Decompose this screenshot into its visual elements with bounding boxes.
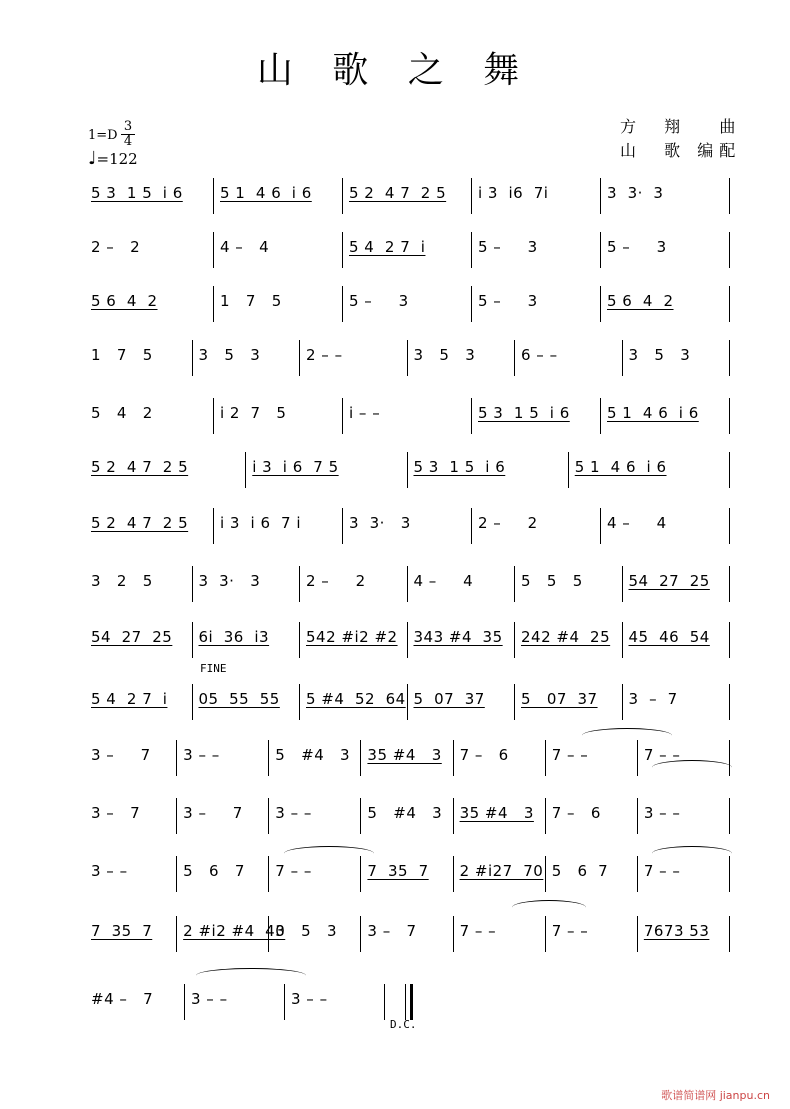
barline xyxy=(729,798,730,834)
measure-notes: 2 – – xyxy=(306,346,343,364)
measure-notes: 3 5 3 xyxy=(413,346,476,364)
measure-notes: 2 – 2 xyxy=(306,572,366,590)
measure-notes: 2 – 2 xyxy=(91,238,141,256)
measure-notes: 5 #4 3 xyxy=(367,804,443,822)
measure xyxy=(269,856,361,892)
measure xyxy=(601,398,730,434)
measure xyxy=(85,984,185,1020)
measure-notes: 3 5 3 xyxy=(198,346,261,364)
measure xyxy=(361,916,453,952)
score-row xyxy=(85,508,730,544)
measure xyxy=(515,566,623,602)
measure xyxy=(408,622,516,658)
score-row xyxy=(85,232,730,268)
barline xyxy=(729,398,730,434)
measure xyxy=(472,508,601,544)
measure-notes: 4 – 4 xyxy=(413,572,474,590)
measure-notes: i – – xyxy=(349,404,381,422)
measure xyxy=(569,452,730,488)
measure xyxy=(85,566,193,602)
measure xyxy=(300,340,408,376)
measure-notes: 3 – – xyxy=(191,990,228,1008)
measure-notes: 5 6 4 2 xyxy=(607,292,674,310)
measure-notes: 5 4 2 7 i xyxy=(349,238,426,256)
measure-notes: 05 55 55 xyxy=(198,690,280,708)
barline xyxy=(729,232,730,268)
measure-notes: 3 – – xyxy=(91,862,128,880)
measure xyxy=(472,286,601,322)
measure xyxy=(269,916,361,952)
score-row xyxy=(85,452,730,488)
barline xyxy=(729,452,730,488)
measure xyxy=(623,340,731,376)
quarter-note-icon: ♩ xyxy=(88,148,97,169)
score-row xyxy=(85,622,730,658)
measure xyxy=(408,340,516,376)
measure-notes: 35 #4 3 xyxy=(459,804,534,822)
measure xyxy=(269,740,361,776)
measure-notes: #4 – 7 xyxy=(91,990,154,1008)
measure-notes: 3 3· 3 xyxy=(607,184,664,202)
measure xyxy=(300,566,408,602)
measure xyxy=(85,740,177,776)
measure xyxy=(214,232,343,268)
key-signature: 1=D xyxy=(88,128,118,143)
measure-notes: 5 4 2 7 i xyxy=(91,690,168,708)
score-row xyxy=(85,856,730,892)
measure xyxy=(601,232,730,268)
barline xyxy=(384,984,385,1020)
measure xyxy=(623,622,731,658)
dc-marking: D.C. xyxy=(390,1018,417,1031)
measure-notes: 2 #i27 70 xyxy=(459,862,544,880)
measure xyxy=(285,984,385,1020)
time-signature-bottom: 4 xyxy=(123,134,133,149)
measure xyxy=(214,286,343,322)
measure xyxy=(246,452,407,488)
measure xyxy=(343,178,472,214)
measure xyxy=(408,566,516,602)
measure xyxy=(515,622,623,658)
measure xyxy=(472,178,601,214)
measure xyxy=(638,856,730,892)
measure-notes: 3 – 7 xyxy=(367,922,417,940)
measure-notes: 54 27 25 xyxy=(628,572,710,590)
measure-notes: 7 35 7 xyxy=(367,862,429,880)
measure-notes: 5 6 7 xyxy=(551,862,609,880)
measure-notes: 5 07 37 xyxy=(413,690,485,708)
measure xyxy=(85,684,193,720)
measure-notes: 5 2 4 7 2 5 xyxy=(91,458,189,476)
measure xyxy=(638,798,730,834)
measure-notes: 2 #i2 #4 40 xyxy=(183,922,286,940)
measure-notes: 3 5 3 xyxy=(275,922,338,940)
tempo-marking xyxy=(88,148,138,169)
score-row xyxy=(85,178,730,214)
score-row xyxy=(85,916,730,952)
measure xyxy=(361,798,453,834)
measure xyxy=(601,178,730,214)
measure xyxy=(546,856,638,892)
measure-notes: 5 4 2 xyxy=(91,404,153,422)
measure-notes: 45 46 54 xyxy=(628,628,710,646)
measure xyxy=(472,232,601,268)
measure-notes: i 3 i 6 7 5 xyxy=(252,458,339,476)
measure-notes: 5 – 3 xyxy=(478,292,538,310)
measure xyxy=(601,508,730,544)
measure xyxy=(193,566,301,602)
measure-notes: 3 5 3 xyxy=(628,346,691,364)
measure-notes: 5 6 7 xyxy=(183,862,245,880)
measure-notes: 6 – – xyxy=(521,346,558,364)
measure xyxy=(185,984,285,1020)
measure-notes: 5 – 3 xyxy=(349,292,409,310)
measure-notes: 3 3· 3 xyxy=(198,572,261,590)
fine-marking: FINE xyxy=(200,662,227,675)
measure xyxy=(343,286,472,322)
measure-notes: 6i 36 i3 xyxy=(198,628,270,646)
measure-notes: 7 – – xyxy=(643,746,681,764)
measure xyxy=(408,684,516,720)
measure xyxy=(85,286,214,322)
barline xyxy=(729,286,730,322)
measure-notes: 3 – – xyxy=(291,990,328,1008)
barline xyxy=(729,340,730,376)
measure xyxy=(214,178,343,214)
measure xyxy=(85,178,214,214)
measure xyxy=(85,232,214,268)
measure xyxy=(269,798,361,834)
measure-notes: 5 6 4 2 xyxy=(91,292,158,310)
measure-notes: 7 – – xyxy=(275,862,312,880)
measure-notes: 5 3 1 5 i 6 xyxy=(413,458,506,476)
measure xyxy=(546,740,638,776)
measure xyxy=(85,452,246,488)
measure-notes: 7 – 6 xyxy=(551,804,601,822)
measure-notes: 5 2 4 7 2 5 xyxy=(349,184,447,202)
measure xyxy=(193,684,301,720)
measure-notes: 3 – – xyxy=(183,746,220,764)
arranger-credit: 山 歌 编配 xyxy=(620,141,742,160)
tempo-value: =122 xyxy=(96,150,138,168)
measure xyxy=(454,740,546,776)
measure xyxy=(454,856,546,892)
measure-notes: i 3 i6 7i xyxy=(478,184,549,202)
slur xyxy=(196,968,306,983)
barline xyxy=(729,508,730,544)
measure xyxy=(193,340,301,376)
measure-notes: 2 – 2 xyxy=(478,514,538,532)
measure xyxy=(177,916,286,952)
measure-notes: 7 – 6 xyxy=(459,746,509,764)
measure-notes: 7 – – xyxy=(643,862,681,880)
measure-notes: 7 – – xyxy=(459,922,497,940)
time-signature-top: 3 xyxy=(121,120,135,135)
measure-notes: 5 1 4 6 i 6 xyxy=(574,458,667,476)
measure xyxy=(85,340,193,376)
measure xyxy=(300,684,408,720)
measure-notes: 7673 53 xyxy=(643,922,710,940)
measure-notes: 5 #4 3 xyxy=(275,746,351,764)
score-row xyxy=(85,566,730,602)
watermark: 歌谱简谱网 jianpu.cn xyxy=(661,1089,770,1102)
measure-notes: 3 2 5 xyxy=(91,572,153,590)
measure xyxy=(601,286,730,322)
score-title: 山 歌 之 舞 xyxy=(256,50,534,91)
slur xyxy=(652,846,732,861)
measure xyxy=(177,740,269,776)
measure-notes: 3 – 7 xyxy=(91,746,151,764)
measure xyxy=(177,856,269,892)
measure xyxy=(177,798,269,834)
slur xyxy=(284,846,374,861)
slur xyxy=(582,728,672,743)
measure xyxy=(214,508,343,544)
measure xyxy=(361,856,453,892)
measure-notes: 7 – – xyxy=(551,746,589,764)
measure xyxy=(343,398,472,434)
measure xyxy=(193,622,301,658)
measure-notes: 5 3 1 5 i 6 xyxy=(478,404,570,422)
measure-notes: 3 – 7 xyxy=(91,804,141,822)
composer-credit: 方 翔 曲 xyxy=(620,117,742,136)
measure-notes: 242 #4 25 xyxy=(521,628,611,646)
measure xyxy=(623,684,731,720)
measure-notes: 7 35 7 xyxy=(91,922,153,940)
score-row xyxy=(85,684,730,720)
measure-notes: i 3 i 6 7 i xyxy=(220,514,302,532)
measure xyxy=(454,916,546,952)
measure xyxy=(361,740,453,776)
measure xyxy=(454,798,546,834)
measure xyxy=(343,232,472,268)
measure-notes: 3 3· 3 xyxy=(349,514,411,532)
measure-notes: 7 – – xyxy=(551,922,589,940)
measure xyxy=(85,622,193,658)
score-row xyxy=(85,398,730,434)
measure-notes: 5 1 4 6 i 6 xyxy=(607,404,699,422)
measure-notes: 5 – 3 xyxy=(607,238,667,256)
measure-notes: 1 7 5 xyxy=(220,292,282,310)
measure xyxy=(85,508,214,544)
measure-notes: 343 #4 35 xyxy=(413,628,503,646)
measure-notes: 5 07 37 xyxy=(521,690,598,708)
measure-notes: 5 5 5 xyxy=(521,572,583,590)
measure xyxy=(214,398,343,434)
measure-notes: i 2 7 5 xyxy=(220,404,287,422)
measure-notes: 5 2 4 7 2 5 xyxy=(91,514,189,532)
barline xyxy=(729,916,730,952)
barline xyxy=(729,566,730,602)
score-row xyxy=(85,740,730,776)
measure xyxy=(408,452,569,488)
measure-notes: 5 #4 52 64 xyxy=(306,690,406,708)
measure xyxy=(300,622,408,658)
time-signature xyxy=(121,120,135,149)
measure xyxy=(85,798,177,834)
measure xyxy=(623,566,731,602)
barline xyxy=(729,178,730,214)
measure-notes: 4 – 4 xyxy=(220,238,270,256)
measure xyxy=(515,340,623,376)
barline xyxy=(729,856,730,892)
score-row xyxy=(85,798,730,834)
measure-notes: 5 – 3 xyxy=(478,238,538,256)
measure xyxy=(85,398,214,434)
measure-notes: 54 27 25 xyxy=(91,628,173,646)
measure-notes: 3 – – xyxy=(275,804,312,822)
measure xyxy=(472,398,601,434)
slur xyxy=(512,900,586,915)
measure xyxy=(546,798,638,834)
score-row xyxy=(85,340,730,376)
measure xyxy=(85,856,177,892)
measure xyxy=(343,508,472,544)
slur xyxy=(652,760,732,775)
barline xyxy=(729,684,730,720)
measure-notes: 4 – 4 xyxy=(607,514,667,532)
measure-notes: 542 #i2 #2 xyxy=(306,628,398,646)
measure-notes: 5 3 1 5 i 6 xyxy=(91,184,183,202)
measure xyxy=(85,916,177,952)
measure-notes: 5 1 4 6 i 6 xyxy=(220,184,312,202)
measure xyxy=(546,916,638,952)
measure-notes: 3 – – xyxy=(643,804,681,822)
measure-notes: 35 #4 3 xyxy=(367,746,442,764)
measure-notes: 3 – 7 xyxy=(628,690,678,708)
final-barline xyxy=(405,984,413,1020)
measure-notes: 3 – 7 xyxy=(183,804,243,822)
measure xyxy=(515,684,623,720)
barline xyxy=(729,622,730,658)
measure-notes: 1 7 5 xyxy=(91,346,153,364)
score-row xyxy=(85,286,730,322)
measure xyxy=(638,916,730,952)
